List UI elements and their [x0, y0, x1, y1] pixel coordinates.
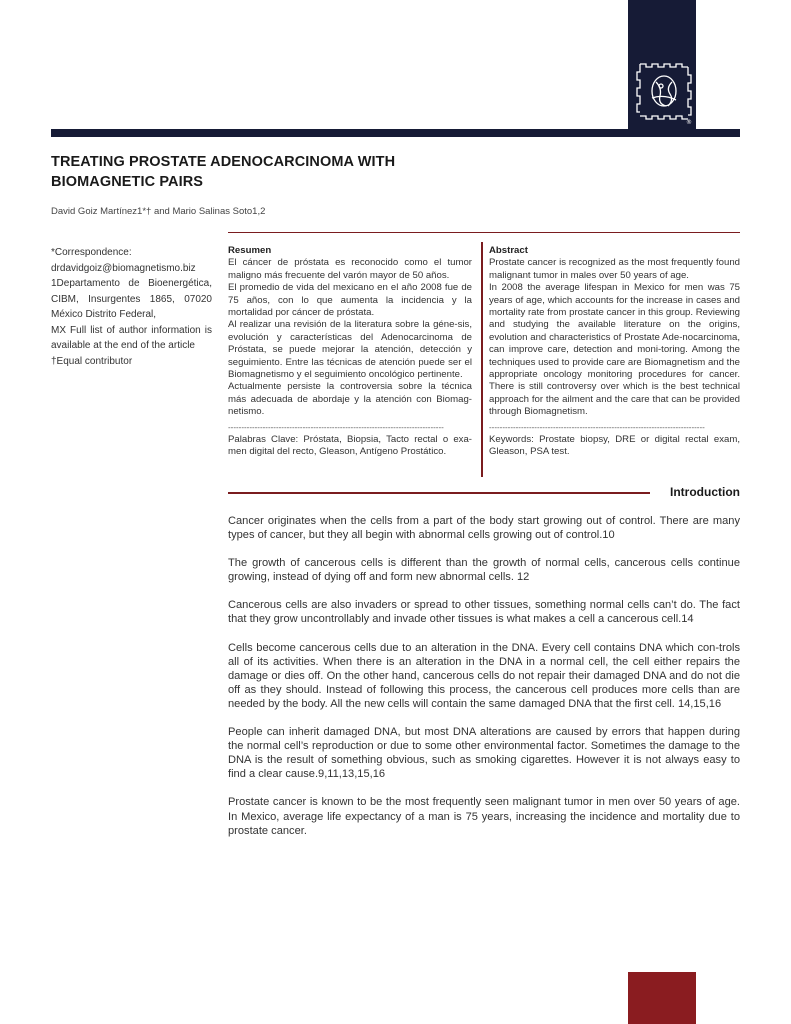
affiliation: 1Departamento de Bioenergética, CIBM, Insurgentes 1865, 07020 México Distrito Federal,	[51, 278, 212, 320]
resumen-heading: Resumen	[228, 245, 272, 256]
equal-contributor-note: †Equal contributor	[51, 355, 133, 367]
resumen-paragraph: El cáncer de próstata es reconocido como el tumor maligno más frecuente del varón mayor de 50 años.	[228, 257, 472, 281]
header-bar	[51, 129, 740, 137]
abstract-keywords: Keywords: Prostate biopsy, DRE or digital rectal exam, Gleason, PSA test.	[489, 433, 740, 458]
author-info-note: MX Full list of author information is available at the end of the article	[51, 324, 212, 351]
body-paragraph: Cells become cancerous cells due to an alteration in the DNA. Every cell contains DNA which con-trols all of its activities. When there is an alteration in the DNA in a normal cell, the cell either repairs the damage or dies off. On the other hand, cancerous cells do not repair their damaged DNA and do not die off as they should. Instead of following this process, the cancerous cell produces more cells than are needed by the body. All the new cells will contain the same damaged DNA that the first cell. 14,15,16	[228, 641, 740, 710]
abstract-section	[489, 245, 740, 459]
introduction-rule	[228, 492, 650, 494]
svg-text:®: ®	[686, 119, 692, 126]
resumen-section	[228, 245, 472, 459]
column-divider	[481, 242, 483, 477]
authors: David Goiz Martínez1*† and Mario Salinas Soto1,2	[51, 206, 266, 217]
resumen-paragraph: El promedio de vida del mexicano en el año 2008 fue de 75 años, con lo que aumenta la incidencia y la mortalidad por cáncer de próstata.	[228, 282, 472, 319]
introduction-heading: Introduction	[670, 485, 740, 499]
journal-logo-icon	[634, 58, 694, 126]
introduction-body	[228, 514, 740, 852]
correspondence-block	[51, 245, 212, 369]
abstract-heading: Abstract	[489, 245, 528, 256]
body-paragraph: Cancerous cells are also invaders or spread to other tissues, something normal cells can’t do. The fact that they grow uncontrollably and invade other tissues is what makes a cell a cancerous cell.14	[228, 599, 740, 626]
resumen-paragraph: Al realizar una revisión de la literatura sobre la géne-sis, evolución y características del Adenocarcinoma de Próstata, se puede mejorar la atención, detección y seguimiento. Entre las técnicas de atención puede ser el Biomagnetismo y el seguimiento oncológico pertinente.	[228, 319, 472, 381]
body-paragraph: The growth of cancerous cells is different than the growth of normal cells, cancerous cells continue growing, instead of dying off and form new abnormal cells. 12	[228, 557, 740, 584]
section-divider	[228, 232, 740, 233]
resumen-separator: ---------------------------------------------------------------------------------	[228, 422, 444, 432]
correspondence-email[interactable]: drdavidgoiz@biomagnetismo.biz	[51, 262, 196, 274]
abstract-paragraph: In 2008 the average lifespan in Mexico for men was 75 years of age, which accounts for the increase in cases and mortality rate from prostate cancer in this group. Reviewing and studying the available literature on the origins, evolution and characteristics of Prostate Ade-nocarcinoma, can improve care, detection and moni-toring. Among the techniques used to provide care are Biomagnetism and the appropriate oncology monitoring procedures for cancer. There is still controversy over which is the best technical approach for the ailment and the care that can be provided through Biomagnetism.	[489, 282, 740, 418]
correspondence-label: *Correspondence:	[51, 247, 132, 258]
article-title: TREATING PROSTATE ADENOCARCINOMA WITH BIOMAGNETIC PAIRS	[51, 154, 396, 190]
body-paragraph: Cancer originates when the cells from a part of the body start growing out of control. There are many types of cancer, but they all begin with abnormal cells growing out of control.10	[228, 515, 740, 542]
abstract-paragraph: Prostate cancer is recognized as the most frequently found malignant tumor in males over 50 years of age.	[489, 257, 740, 281]
body-paragraph: Prostate cancer is known to be the most frequently seen malignant tumor in men over 50 years of age. In Mexico, average life expectancy of a man is 75 years, increasing the incidence and mortality due to prostate cancer.	[228, 796, 740, 837]
resumen-keywords: Palabras Clave: Próstata, Biopsia, Tacto rectal o exa-men digital del recto, Gleason, Antígeno Prostático.	[228, 433, 472, 458]
resumen-paragraph: Actualmente persiste la controversia sobre la técnica más adecuada de abordaje y la atención con Biomag-netismo.	[228, 381, 472, 418]
abstract-separator: ---------------------------------------------------------------------------------	[489, 422, 705, 432]
body-paragraph: People can inherit damaged DNA, but most DNA alterations are caused by errors that happen during the normal cell’s reproduction or due to some other environmental factor. Sometimes the damage to the DNA is the result of something obvious, such as smoking cigarettes. However it is not always easy to find a clear cause.9,11,13,15,16	[228, 726, 740, 781]
footer-block	[628, 972, 696, 1024]
